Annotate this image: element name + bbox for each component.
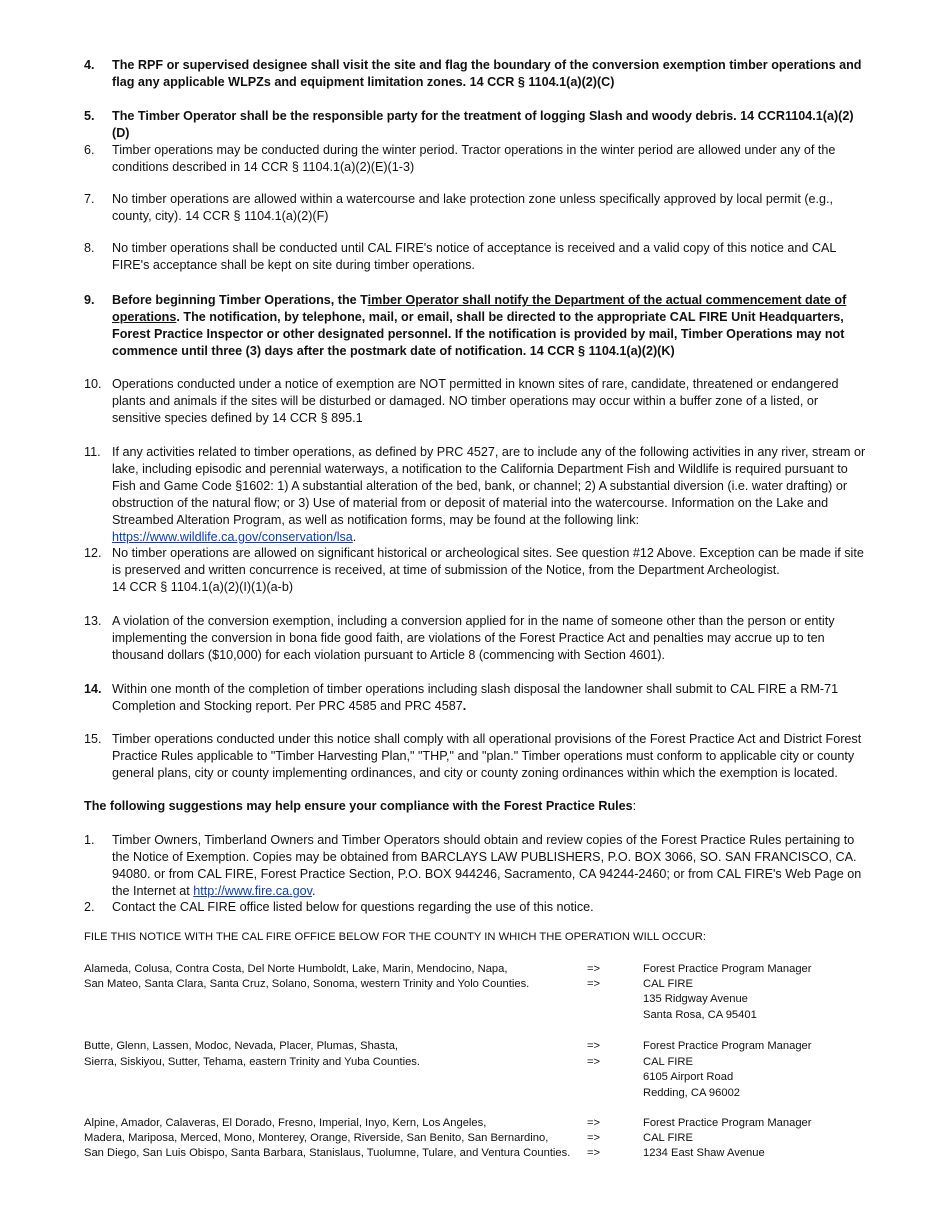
item-number: 5. xyxy=(84,109,95,123)
item-number: 2. xyxy=(84,900,95,914)
item-number: 1. xyxy=(84,833,95,847)
address-line: CAL FIRE xyxy=(643,1056,693,1068)
address-line: Redding, CA 96002 xyxy=(643,1087,741,1099)
item-text: A violation of the conversion exemption, including a conversion applied for in the name of someone other than the person or entity implementing the conversion in bona fide good faith, are violations of the Forest Practice Act and penalties may accrue up to ten thousand dollars ($10,000) for each violation pursuant to Article 8 (commencing with Section 4601). xyxy=(112,614,835,662)
item-text: Timber Owners, Timberland Owners and Timber Operators should obtain and review copies of the Forest Practice Rules pertaining to the Notice of Exemption. Copies may be obtained from BARCLAYS LAW PUBLISHERS, P.O. BOX 3066, SO. SAN FRANCISCO, CA. 94080. or from CAL FIRE, Forest Practice Section, P.O. BOX 944246, Sacramento, CA 94244-2460; or from CAL FIRE's Web Page on the Internet at http://www.fire.ca.gov. xyxy=(112,833,862,898)
arrow: => xyxy=(587,1056,601,1068)
arrow: => xyxy=(587,1147,601,1159)
item-text: If any activities related to timber operations, as defined by PRC 4527, are to include any of the following activities in any river, stream or lake, including episodic and perennial waterways, a notification to the California Department Fish and Wildlife is required pursuant to Fish and Game Code §1602: 1) A substantial alteration of the bed, bank, or channel; 2) A substantial diversion (i.e. water drafting) or obstruction of the natural flow; or 3) Use of material from or deposit of material into the watercourse. Information on the Lake and Streambed Alteration Program, as well as notification forms, may be found at the following link: https://www.wildlife.ca.gov/conservation/lsa. xyxy=(112,445,866,544)
item-text: Within one month of the completion of timber operations including slash disposal the landowner shall submit to CAL FIRE a RM-71 Completion and Stocking report. Per PRC 4585 and PRC 4587. xyxy=(112,682,839,713)
address-line: Forest Practice Program Manager xyxy=(643,963,812,975)
arrow: => xyxy=(587,1040,601,1052)
address-line: CAL FIRE xyxy=(643,978,693,990)
underlined-phrase: imber Operator shall notify the Department of the actual commencement date of operations xyxy=(112,293,847,324)
counties-line: Alameda, Colusa, Contra Costa, Del Norte Humboldt, Lake, Marin, Mendocino, Napa, xyxy=(84,963,508,975)
item-text: The RPF or supervised designee shall visit the site and flag the boundary of the conversion exemption timber operations and flag any applicable WLPZs and equipment limitation zones. 14 CCR § 1104.1(a)(2)(C) xyxy=(112,58,862,89)
arrow: => xyxy=(587,978,601,990)
item-text: No timber operations are allowed on significant historical or archeological sites. See question #12 Above. Exception can be made if site is preserved and written concurrence is received, at time of submission of the Notice, from the Department Archeologist. 14 CCR § 1104.1(a)(2)(I)(1)(a-b) xyxy=(112,546,864,594)
address-line: 6105 Airport Road xyxy=(643,1071,734,1083)
counties-line: San Diego, San Luis Obispo, Santa Barbara, Stanislaus, Tuolumne, Tulare, and Ventura Counties. xyxy=(84,1147,571,1159)
item-number: 12. xyxy=(84,546,102,560)
counties-line: Butte, Glenn, Lassen, Modoc, Nevada, Placer, Plumas, Shasta, xyxy=(84,1040,399,1052)
address-line: Forest Practice Program Manager xyxy=(643,1040,812,1052)
arrow: => xyxy=(587,1117,601,1129)
item-number: 9. xyxy=(84,293,95,307)
item-text: Contact the CAL FIRE office listed below for questions regarding the use of this notice. xyxy=(112,900,594,914)
item-number: 4. xyxy=(84,58,95,72)
item-text: The Timber Operator shall be the responsible party for the treatment of logging Slash and woody debris. 14 CCR1104.1(a)(2)(D) xyxy=(112,109,854,140)
item-number: 13. xyxy=(84,614,102,628)
item-text: Before beginning Timber Operations, the Timber Operator shall notify the Department of the actual commencement date of operations. The notification, by telephone, mail, or email, shall be directed to the appropriate CAL FIRE Unit Headquarters, Forest Practice Inspector or other designated personnel. If the notification is provided by mail, Timber Operations may not commence until three (3) days after the postmark date of notification. 14 CCR § 1104.1(a)(2)(K) xyxy=(112,293,847,358)
suggestions-heading: The following suggestions may help ensure your compliance with the Forest Practice Rules: xyxy=(84,799,637,813)
address-line: CAL FIRE xyxy=(643,1132,693,1144)
item-number: 14. xyxy=(84,682,102,696)
item-number: 11. xyxy=(84,445,101,459)
item-number: 8. xyxy=(84,241,95,255)
item-number: 7. xyxy=(84,192,95,206)
item-number: 15. xyxy=(84,732,102,746)
counties-line: Madera, Mariposa, Merced, Mono, Monterey, Orange, Riverside, San Benito, San Bernardino, xyxy=(84,1132,549,1144)
item-text: Timber operations conducted under this notice shall comply with all operational provisions of the Forest Practice Act and District Forest Practice Rules applicable to "Timber Harvesting Plan," "THP," and "plan." Timber operations must conform to applicable city or county general plans, city or county implementing ordinances, and city or county zoning ordinances within which the exemption is located. xyxy=(112,732,862,780)
file-notice: FILE THIS NOTICE WITH THE CAL FIRE OFFICE BELOW FOR THE COUNTY IN WHICH THE OPERATION WILL OCCUR: xyxy=(84,931,706,943)
item-text: Operations conducted under a notice of exemption are NOT permitted in known sites of rare, candidate, threatened or endangered plants and animals if the sites will be disturbed or damaged. NO timber operations may occur within a buffer zone of a listed, or sensitive species defined by 14 CCR § 895.1 xyxy=(112,377,839,425)
address-line: 135 Ridgway Avenue xyxy=(643,993,748,1005)
cal-fire-link[interactable]: http://www.fire.ca.gov xyxy=(193,884,312,898)
arrow: => xyxy=(587,1132,601,1144)
item-number: 10. xyxy=(84,377,102,391)
address-line: Forest Practice Program Manager xyxy=(643,1117,812,1129)
item-number: 6. xyxy=(84,143,95,157)
counties-line: Alpine, Amador, Calaveras, El Dorado, Fresno, Imperial, Inyo, Kern, Los Angeles, xyxy=(84,1117,487,1129)
address-line: Santa Rosa, CA 95401 xyxy=(643,1009,757,1021)
item-text: No timber operations shall be conducted until CAL FIRE's notice of acceptance is received and a valid copy of this notice and CAL FIRE's acceptance shall be kept on site during timber operations. xyxy=(112,241,836,272)
counties-line: San Mateo, Santa Clara, Santa Cruz, Solano, Sonoma, western Trinity and Yolo Counties. xyxy=(84,978,530,990)
counties-line: Sierra, Siskiyou, Sutter, Tehama, eastern Trinity and Yuba Counties. xyxy=(84,1056,421,1068)
address-line: 1234 East Shaw Avenue xyxy=(643,1147,765,1159)
arrow: => xyxy=(587,963,601,975)
lsa-link[interactable]: https://www.wildlife.ca.gov/conservation/lsa xyxy=(112,530,353,544)
item-text: No timber operations are allowed within a watercourse and lake protection zone unless specifically approved by local permit (e.g., county, city). 14 CCR § 1104.1(a)(2)(F) xyxy=(112,192,834,223)
item-text: Timber operations may be conducted during the winter period. Tractor operations in the winter period are allowed under any of the conditions described in 14 CCR § 1104.1(a)(2)(E)(1-3) xyxy=(112,143,836,174)
